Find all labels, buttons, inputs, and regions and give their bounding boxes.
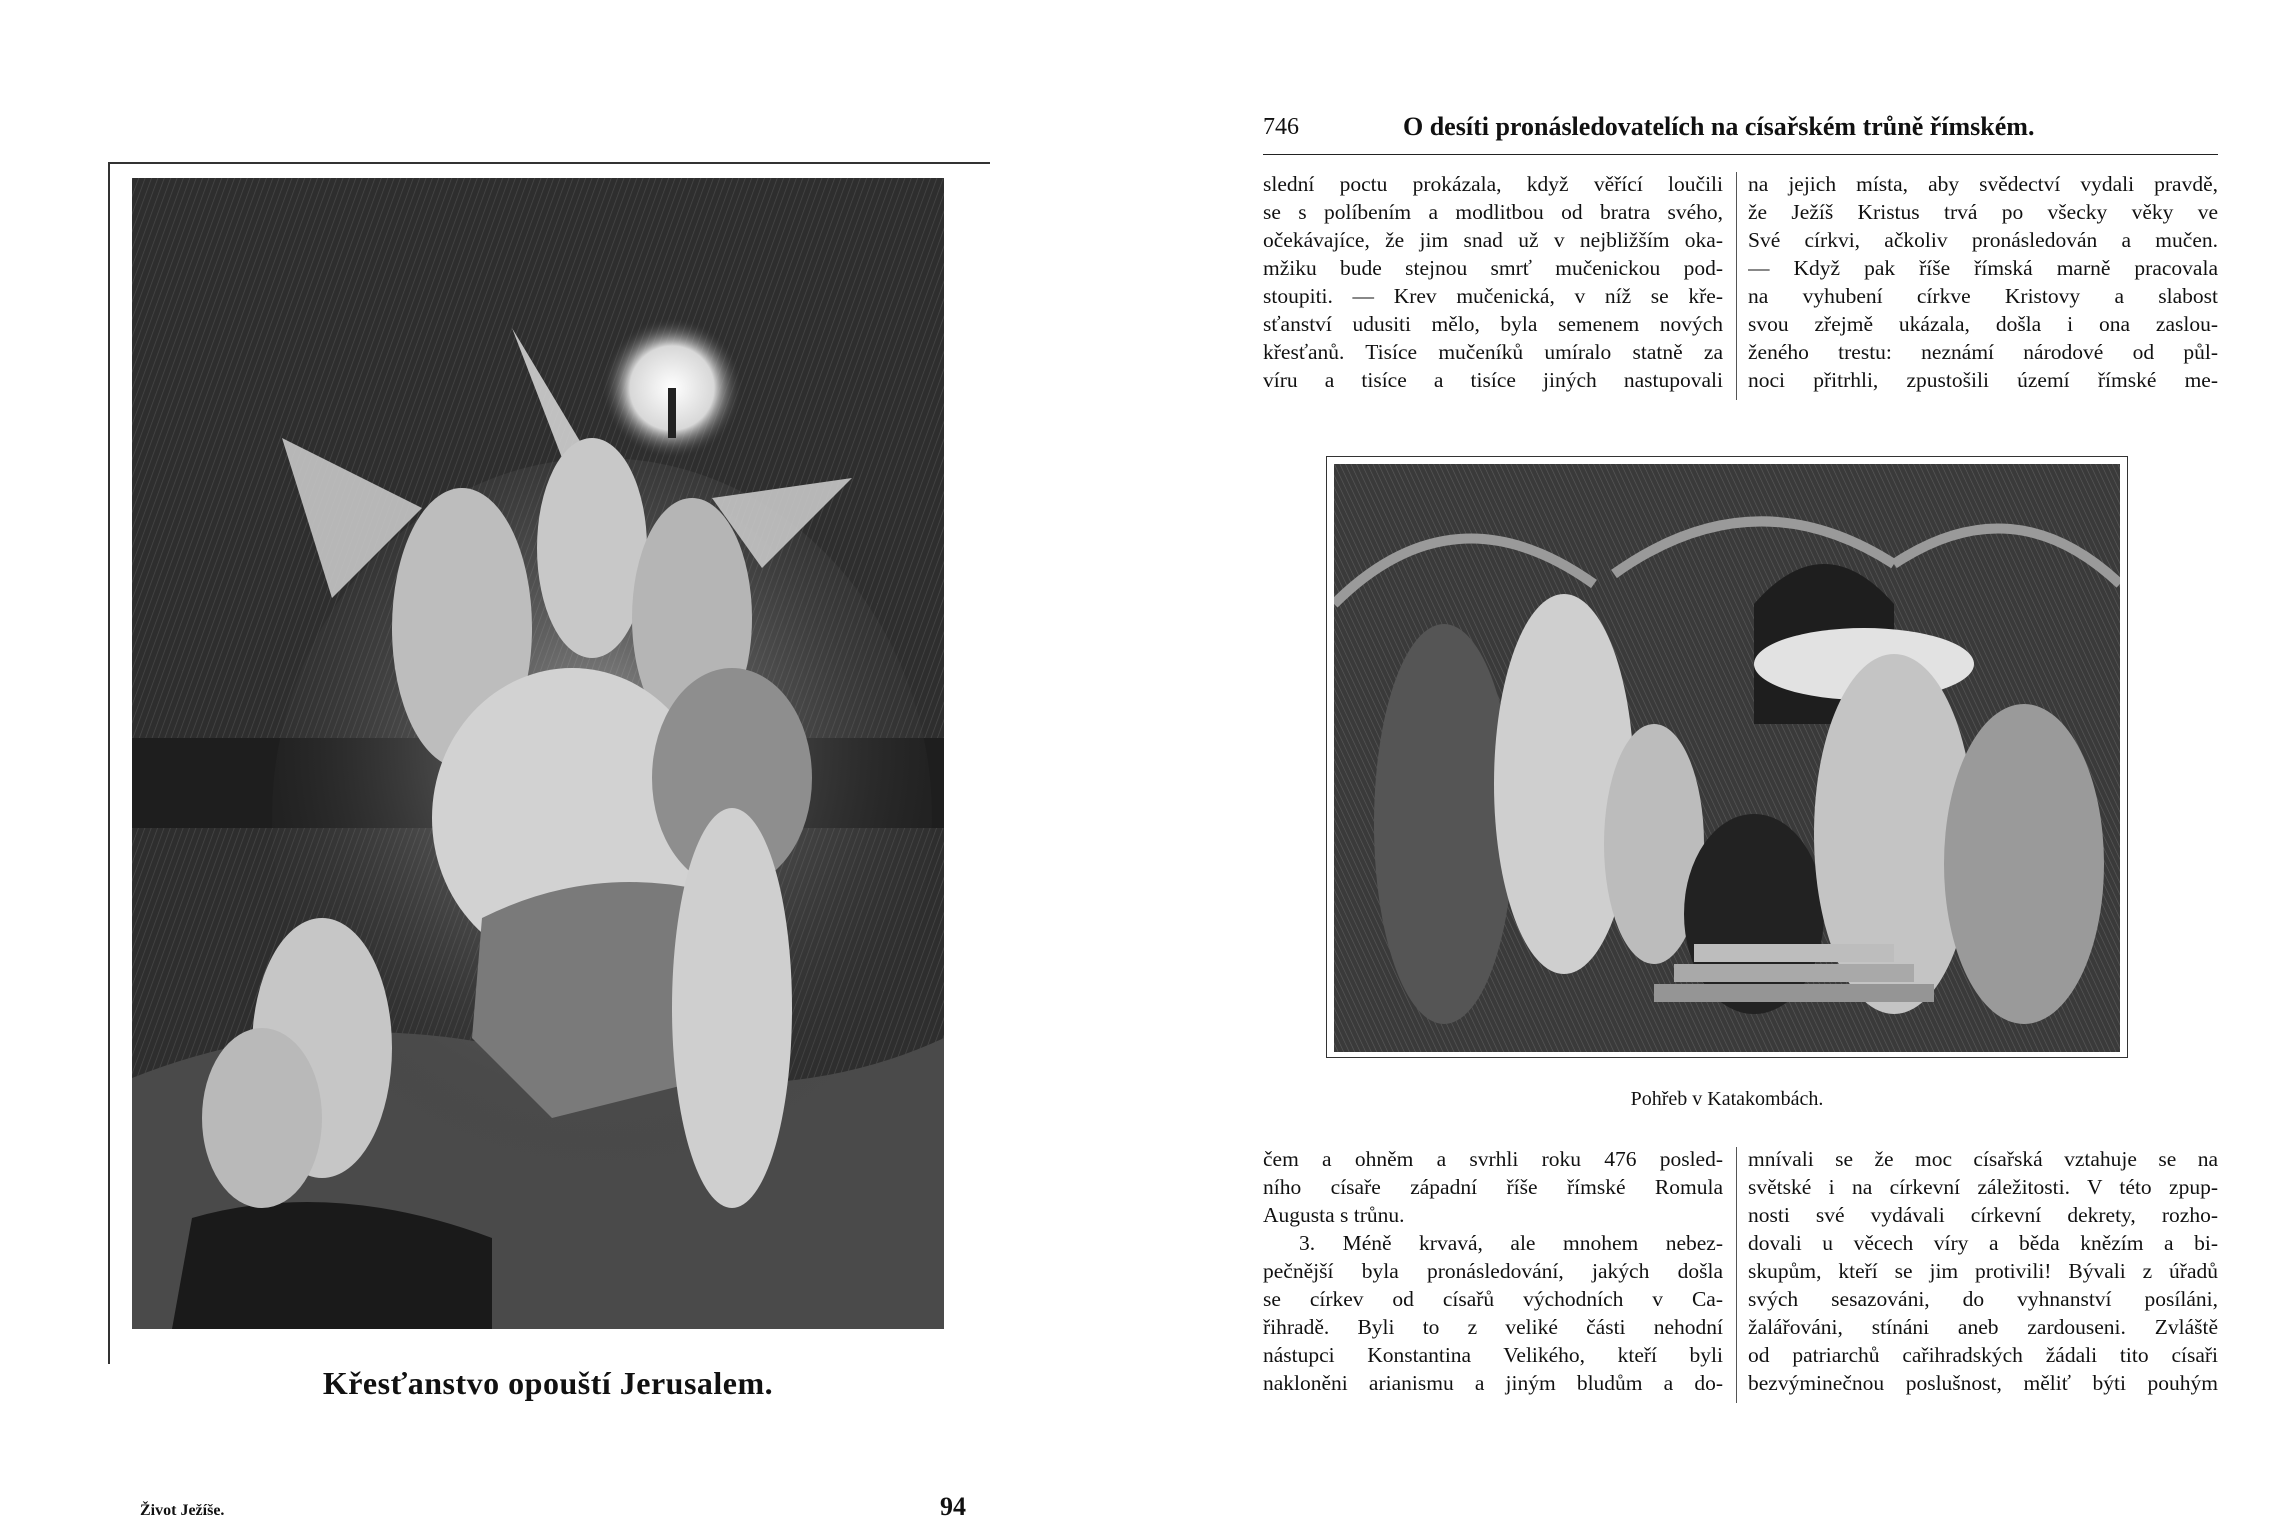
text-line: na jejich místa, aby svědectví vydali pravdě, — [1748, 172, 2218, 196]
running-head-title: O desíti pronásledovatelích na císařském trůně římském. — [1403, 112, 2035, 141]
text-line: ženého trestu: neznámí národové od půl- — [1748, 340, 2218, 364]
left-plate-caption: Křesťanstvo opouští Jerusalem. — [322, 1365, 774, 1401]
text-line: nakloněni arianismu a jiným bludům a do- — [1263, 1371, 1723, 1395]
text-line: na vyhubení církve Kristovy a slabost — [1748, 284, 2218, 308]
top-left-column — [1263, 170, 1723, 394]
running-head — [1263, 112, 2218, 148]
column-divider-bottom — [1736, 1147, 1737, 1403]
text-line: — Když pak říše římská marně pracovala — [1748, 256, 2218, 280]
head-rule — [1263, 154, 2218, 155]
text-line: se církev od císařů východních v Ca- — [1263, 1287, 1723, 1311]
text-line: se s políbením a modlitbou od bratra svého, — [1263, 200, 1723, 224]
text-line: očekávajíce, že jim snad už v nejbližším oka- — [1263, 228, 1723, 252]
text-line: bezvýminečnou poslušnost, měliť býti pouhým — [1748, 1371, 2218, 1395]
engraving-flight-of-christians — [132, 178, 944, 1329]
text-line: dovali u věcech víry a běda knězím a bi- — [1748, 1231, 2218, 1255]
text-line: slední poctu prokázala, když věřící loučili — [1263, 172, 1723, 196]
text-line: mnívali se že moc císařská vztahuje se na — [1748, 1147, 2218, 1171]
column-divider-top — [1736, 172, 1737, 400]
text-line: že Ježíš Kristus trvá po všecky věky ve — [1748, 200, 2218, 224]
text-line: sťanství udusiti mělo, byla semenem nových — [1263, 312, 1723, 336]
text-line: ního císaře západní říše římské Romula — [1263, 1175, 1723, 1199]
text-line: pečnější byla pronásledování, jakých došla — [1263, 1259, 1723, 1283]
right-page-number: 746 — [1263, 114, 1299, 140]
text-line: světské i na církevní záležitosti. V této zpup- — [1748, 1175, 2218, 1199]
text-line: noci přitrhli, zpustošili území římské me- — [1748, 368, 2218, 392]
text-line: křesťanů. Tisíce mučeníků umíralo statně za — [1263, 340, 1723, 364]
text-line: čem a ohněm a svrhli roku 476 posled- — [1263, 1147, 1723, 1171]
text-line: skupům, kteří se jim protivili! Bývali z úřadů — [1748, 1259, 2218, 1283]
text-line: Augusta s trůnu. — [1263, 1203, 1405, 1227]
bottom-left-column — [1263, 1145, 1723, 1397]
text-line: stoupiti. — Krev mučenická, v níž se kře- — [1263, 284, 1723, 308]
text-line: nosti své vydávali církevní dekrety, rozho- — [1748, 1203, 2218, 1227]
top-right-column — [1748, 170, 2218, 394]
text-line: víru a tisíce a tisíce jiných nastupovali — [1263, 368, 1723, 392]
footer-book-title: Život Ježíše. — [140, 1502, 225, 1519]
text-line: svých sesazováni, do vyhnanství posíláni, — [1748, 1287, 2218, 1311]
bottom-right-column — [1748, 1145, 2218, 1397]
right-plate-caption: Pohřeb v Katakombách. — [1630, 1088, 1824, 1110]
text-line: svou zřejmě ukázala, došla i ona zaslou- — [1748, 312, 2218, 336]
text-line: řihradě. Byli to z veliké části nehodní — [1263, 1315, 1723, 1339]
text-line: od patriarchů cařihradských žádali tito císaři — [1748, 1343, 2218, 1367]
text-line: 3. Méně krvavá, ale mnohem nebez- — [1299, 1231, 1723, 1255]
text-line: žalářováni, stínáni aneb zardouseni. Zvláště — [1748, 1315, 2218, 1339]
left-page-number: 94 — [940, 1492, 966, 1521]
text-line: mžiku bude stejnou smrť mučenickou pod- — [1263, 256, 1723, 280]
engraving-burial-in-catacombs — [1334, 464, 2120, 1052]
text-line: nástupci Konstantina Velikého, kteří byli — [1263, 1343, 1723, 1367]
text-line: Své církvi, ačkoliv pronásledován a mučen. — [1748, 228, 2218, 252]
